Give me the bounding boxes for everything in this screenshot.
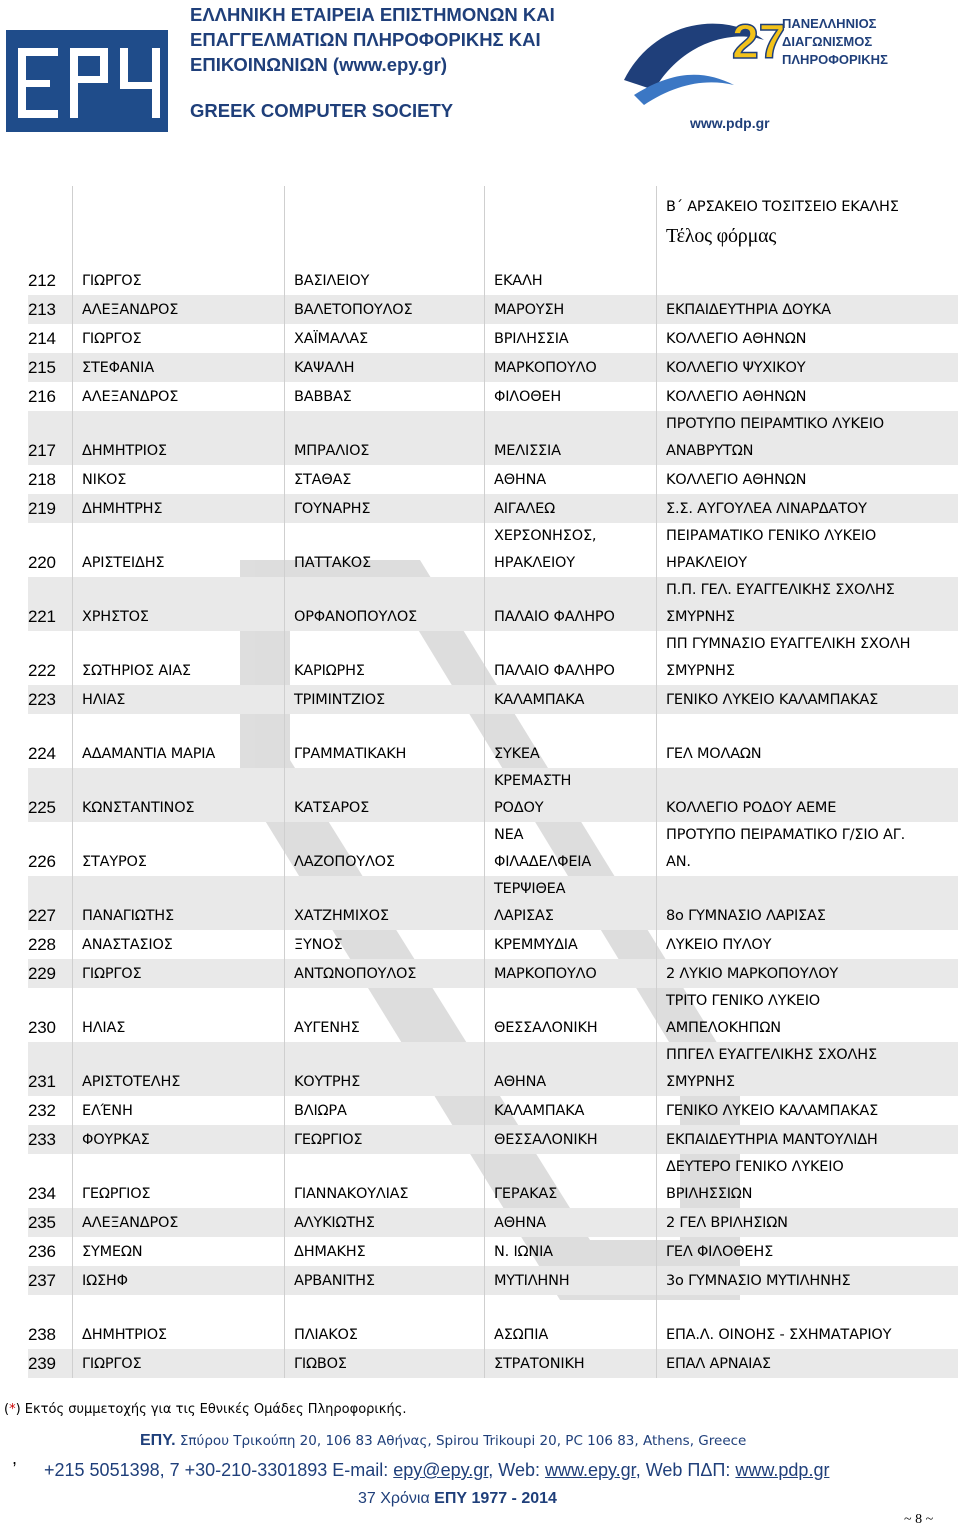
school-cell: 8ο ΓΥΜΝΑΣΙΟ ΛΑΡΙΣΑΣ	[666, 908, 826, 924]
last-name-cell: ΑΛΥΚΙΩΤΗΣ	[294, 1215, 375, 1231]
city-cell: ΝΕΑ	[494, 827, 524, 843]
school-cell: ΑΜΠΕΛΟΚΗΠΩΝ	[666, 1020, 781, 1036]
city-cell: ΜΑΡΚΟΠΟΥΛΟ	[494, 966, 597, 982]
school-cell: ΠΠ ΓΥΜΝΑΣΙΟ ΕΥΑΓΓΕΛΙΚΗ ΣΧΟΛΗ	[666, 636, 911, 652]
school-cell: ΚΟΛΛΕΓΙΟ ΑΘΗΝΩΝ	[666, 472, 807, 488]
city-cell: ΣΥΚΕΑ	[494, 746, 540, 762]
first-name-cell: ΔΗΜΗΤΡΗΣ	[82, 501, 163, 517]
city-cell: ΘΕΣΣΑΛΟΝΙΚΗ	[494, 1132, 598, 1148]
last-name-cell: ΑΝΤΩΝΟΠΟΥΛΟΣ	[294, 966, 417, 982]
city-cell: ΓΕΡΑΚΑΣ	[494, 1186, 558, 1202]
table-row	[28, 1125, 958, 1154]
city-cell: ΜΑΡΟΥΣΗ	[494, 302, 565, 318]
row-number-cell: 221	[28, 607, 56, 626]
web-link[interactable]: www.epy.gr	[544, 1460, 636, 1480]
footer-address	[140, 1432, 746, 1450]
first-name-cell: ΑΛΕΞΑΝΔΡΟΣ	[82, 389, 179, 405]
first-name-cell: ΑΔΑΜΑΝΤΙΑ ΜΑΡΙΑ	[82, 746, 216, 762]
city-cell: ΠΑΛΑΙΟ ΦΑΛΗΡΟ	[494, 609, 615, 625]
star-marker: *	[9, 1402, 16, 1417]
last-name-cell: ΓΙΑΝΝΑΚΟΥΛΙΑΣ	[294, 1186, 409, 1202]
contest-line-2: ΔΙΑΓΩΝΙΣΜΟΣ	[782, 34, 873, 49]
first-name-cell: ΓΙΩΡΓΟΣ	[82, 331, 142, 347]
school-cell: ΗΡΑΚΛΕΙΟΥ	[666, 555, 747, 571]
city-cell: ΑΣΩΠΙΑ	[494, 1327, 549, 1343]
school-cell: ΚΟΛΛΕΓΙΟ ΑΘΗΝΩΝ	[666, 389, 807, 405]
school-cell: ΚΟΛΛΕΓΙΟ ΨΥΧΙΚΟΥ	[666, 360, 806, 376]
row-number-cell: 229	[28, 964, 56, 983]
row-number-cell: 228	[28, 935, 56, 954]
first-name-cell: ΓΙΩΡΓΟΣ	[82, 273, 142, 289]
school-cell: Σ.Σ. ΑΥΓΟΥΛΕΑ ΛΙΝΑΡΔΑΤΟΥ	[666, 501, 867, 517]
city-cell: ΚΑΛΑΜΠΑΚΑ	[494, 692, 585, 708]
school-cell: ΓΕΛ ΦΙΛΟΘΕΗΣ	[666, 1244, 774, 1260]
row-number-cell: 234	[28, 1184, 56, 1203]
city-cell: ΜΥΤΙΛΗΝΗ	[494, 1273, 570, 1289]
first-name-cell: ΣΩΤΗΡΙΟΣ ΑΙΑΣ	[82, 663, 191, 679]
table-row	[28, 1237, 958, 1266]
contest-number: 27	[732, 16, 786, 69]
row-number-cell: 219	[28, 499, 56, 518]
school-cell: ΤΡΙΤΟ ΓΕΝΙΚΟ ΛΥΚΕΙΟ	[666, 993, 820, 1009]
last-name-cell: ΓΙΩΒΟΣ	[294, 1356, 347, 1372]
row-number-cell: 218	[28, 470, 56, 489]
last-name-cell: ΞΥΝΟΣ	[294, 937, 343, 953]
school-cell: 3ο ΓΥΜΝΑΣΙΟ ΜΥΤΙΛΗΝΗΣ	[666, 1273, 851, 1289]
table-row	[28, 1096, 958, 1125]
school-cell: ΑΝ.	[666, 854, 691, 870]
web-pdp-label: , Web ΠΔΠ:	[635, 1460, 736, 1480]
contest-line-3: ΠΛΗΡΟΦΟΡΙΚΗΣ	[782, 52, 888, 67]
city-cell: ΕΚΑΛΗ	[494, 273, 543, 289]
last-name-cell: ΣΤΑΘΑΣ	[294, 472, 352, 488]
first-name-cell: ΠΑΝΑΓΙΩΤΗΣ	[82, 908, 174, 924]
table-row	[28, 1208, 958, 1237]
table-row	[28, 1295, 958, 1349]
last-name-cell: ΑΥΓΕΝΗΣ	[294, 1020, 360, 1036]
row-number-cell: 233	[28, 1130, 56, 1149]
last-name-cell: ΧΑΤΖΗΜΙΧΟΣ	[294, 908, 389, 924]
first-name-cell: ΓΙΩΡΓΟΣ	[82, 1356, 142, 1372]
partial-school: Β΄ ΑΡΣΑΚΕΙΟ ΤΟΣΙΤΣΕΙΟ ΕΚΑΛΗΣ	[666, 199, 899, 215]
last-name-cell: ΠΑΤΤΑΚΟΣ	[294, 555, 371, 571]
city-cell: ΒΡΙΛΗΣΣΙΑ	[494, 331, 569, 347]
school-cell: ΠΡΟΤΥΠΟ ΠΕΙΡΑΜΤΙΚΟ ΛΥΚΕΙΟ	[666, 416, 885, 432]
footnote: (*) Εκτός συμμετοχής για τις Εθνικές Ομάδες Πληροφορικής.	[4, 1402, 407, 1417]
row-number-cell: 227	[28, 906, 56, 925]
school-cell: 2 ΛΥΚΙΟ ΜΑΡΚΟΠΟΥΛΟΥ	[666, 966, 839, 982]
row-number-cell: 214	[28, 329, 56, 348]
last-name-cell: ΓΟΥΝΑΡΗΣ	[294, 501, 371, 517]
first-name-cell: ΔΗΜΗΤΡΙΟΣ	[82, 1327, 167, 1343]
row-number-cell: 212	[28, 271, 56, 290]
table-row	[28, 266, 958, 295]
school-cell: ΚΟΛΛΕΓΙΟ ΡΟΔΟΥ ΑΕΜΕ	[666, 800, 837, 816]
row-number-cell: 239	[28, 1354, 56, 1373]
footer-years	[358, 1490, 557, 1508]
first-name-cell: ΑΛΕΞΑΝΔΡΟΣ	[82, 1215, 179, 1231]
footer-brand: ΕΠΥ.	[140, 1432, 176, 1449]
school-cell: ΛΥΚΕΙΟ ΠΥΛΟΥ	[666, 937, 772, 953]
city-cell: ΑΘΗΝΑ	[494, 472, 547, 488]
school-cell: ΕΚΠΑΙΔΕΥΤΗΡΙΑ ΔΟΥΚΑ	[666, 302, 831, 318]
last-name-cell: ΒΛΙΩΡΑ	[294, 1103, 347, 1119]
first-name-cell: ΓΙΩΡΓΟΣ	[82, 966, 142, 982]
last-name-cell: ΜΠΡΑΛΙΟΣ	[294, 443, 370, 459]
row-number-cell: 232	[28, 1101, 56, 1120]
years-prefix: 37 Χρόνια	[358, 1490, 435, 1507]
city-cell: ΚΡΕΜΜΥΔΙΑ	[494, 937, 578, 953]
first-name-cell: ΝΙΚΟΣ	[82, 472, 127, 488]
first-name-cell: ΑΡΙΣΤΟΤΕΛΗΣ	[82, 1074, 181, 1090]
contest-line-1: ΠΑΝΕΛΛΗΝΙΟΣ	[782, 16, 877, 31]
first-name-cell: ΣΤΕΦΑΝΙΑ	[82, 360, 154, 376]
city-cell: ΚΡΕΜΑΣΤΗ	[494, 773, 572, 789]
school-cell: ΔΕΥΤΕΡΟ ΓΕΝΙΚΟ ΛΥΚΕΙΟ	[666, 1159, 844, 1175]
email-link[interactable]: epy@epy.gr	[393, 1460, 489, 1480]
table-row	[28, 382, 958, 411]
table-row	[28, 714, 958, 768]
table-row	[28, 465, 958, 494]
row-number-cell: 226	[28, 852, 56, 871]
school-cell: ΓΕΝΙΚΟ ΛΥΚΕΙΟ ΚΑΛΑΜΠΑΚΑΣ	[666, 692, 879, 708]
table-row	[28, 295, 958, 324]
last-name-cell: ΚΑΤΣΑΡΟΣ	[294, 800, 370, 816]
school-cell: 2 ΓΕΛ ΒΡΙΛΗΣΙΩΝ	[666, 1215, 788, 1231]
city-cell: ΣΤΡΑΤΟΝΙΚΗ	[494, 1356, 585, 1372]
table-row	[28, 1154, 958, 1208]
table-row	[28, 768, 958, 822]
column-divider	[484, 186, 485, 1378]
row-number-cell: 231	[28, 1072, 56, 1091]
row-number-cell: 236	[28, 1242, 56, 1261]
city-cell: ΑΘΗΝΑ	[494, 1074, 547, 1090]
table-row	[28, 631, 958, 685]
footer-contact	[44, 1460, 829, 1481]
table-row	[28, 411, 958, 465]
column-divider	[72, 186, 73, 1378]
first-name-cell: ΚΩΝΣΤΑΝΤΙΝΟΣ	[82, 800, 195, 816]
last-name-cell: ΓΡΑΜΜΑΤΙΚΑΚΗ	[294, 746, 407, 762]
first-name-cell: ΑΛΕΞΑΝΔΡΟΣ	[82, 302, 179, 318]
row-number-cell: 213	[28, 300, 56, 319]
city-cell: ΑΘΗΝΑ	[494, 1215, 547, 1231]
first-name-cell: ΧΡΗΣΤΟΣ	[82, 609, 149, 625]
contest-logo	[614, 0, 888, 118]
first-name-cell: ΑΡΙΣΤΕΙΔΗΣ	[82, 555, 165, 571]
school-cell: ΕΠΑΛ ΑΡΝΑΙΑΣ	[666, 1356, 771, 1372]
school-cell: ΑΝΑΒΡΥΤΩΝ	[666, 443, 754, 459]
last-name-cell: ΚΑΡΙΩΡΗΣ	[294, 663, 365, 679]
participants-table	[28, 186, 958, 1378]
city-cell: ΑΙΓΑΛΕΩ	[494, 501, 555, 517]
column-divider	[284, 186, 285, 1378]
row-number-cell: 223	[28, 690, 56, 709]
phones-text: +215 5051398, 7 +30-210-3301893 E-mail:	[44, 1460, 394, 1480]
table-row	[28, 1042, 958, 1096]
city-cell: ΤΕΡΨΙΘΕΑ	[494, 881, 566, 897]
stray-comma: ,	[12, 1448, 18, 1468]
last-name-cell: ΒΑΒΒΑΣ	[294, 389, 352, 405]
table-row	[28, 494, 958, 523]
page-number: ~ 8 ~	[904, 1512, 934, 1527]
address-text: Σπύρου Τρικούπη 20, 106 83 Αθήνας, Spirou Trikoupi 20, PC 106 83, Athens, Greece	[179, 1433, 747, 1449]
first-name-cell: ΦΟΥΡΚΑΣ	[82, 1132, 150, 1148]
last-name-cell: ΔΗΜΑΚΗΣ	[294, 1244, 366, 1260]
school-cell: ΒΡΙΛΗΣΣΙΩΝ	[666, 1186, 753, 1202]
last-name-cell: ΚΟΥΤΡΗΣ	[294, 1074, 361, 1090]
row-number-cell: 230	[28, 1018, 56, 1037]
school-cell: ΓΕΛ ΜΟΛΑΩΝ	[666, 746, 762, 762]
last-name-cell: ΓΕΩΡΓΙΟΣ	[294, 1132, 363, 1148]
city-cell: ΧΕΡΣΟΝΗΣΟΣ,	[494, 528, 597, 544]
city-cell: ΡΟΔΟΥ	[494, 800, 544, 816]
school-cell: ΕΠΑ.Λ. ΟΙΝΟΗΣ - ΣΧΗΜΑΤΑΡΙΟΥ	[666, 1327, 892, 1343]
first-name-cell: ΑΝΑΣΤΑΣΙΟΣ	[82, 937, 173, 953]
city-cell: ΜΕΛΙΣΣΙΑ	[494, 443, 561, 459]
epy-logo	[6, 30, 168, 132]
first-name-cell: ΣΥΜΕΩΝ	[82, 1244, 143, 1260]
table-row	[28, 685, 958, 714]
last-name-cell: ΒΑΛΕΤΟΠΟΥΛΟΣ	[294, 302, 413, 318]
row-number-cell: 225	[28, 798, 56, 817]
school-cell: Π.Π. ΓΕΛ. ΕΥΑΓΓΕΛΙΚΗΣ ΣΧΟΛΗΣ	[666, 582, 895, 598]
row-number-cell: 238	[28, 1325, 56, 1344]
row-number-cell: 235	[28, 1213, 56, 1232]
city-cell: ΜΑΡΚΟΠΟΥΛΟ	[494, 360, 597, 376]
column-divider	[656, 186, 657, 1378]
table-row	[28, 876, 958, 930]
school-cell: ΓΕΝΙΚΟ ΛΥΚΕΙΟ ΚΑΛΑΜΠΑΚΑΣ	[666, 1103, 879, 1119]
school-cell: ΣΜΥΡΝΗΣ	[666, 609, 735, 625]
school-cell: ΠΕΙΡΑΜΑΤΙΚΟ ΓΕΝΙΚΟ ΛΥΚΕΙΟ	[666, 528, 877, 544]
city-cell: ΘΕΣΣΑΛΟΝΙΚΗ	[494, 1020, 598, 1036]
org-line-2: ΕΠΑΓΓΕΛΜΑΤΙΩΝ ΠΛΗΡΟΦΟΡΙΚΗΣ ΚΑΙ	[190, 29, 541, 50]
form-end-label: Τέλος φόρμας	[666, 225, 777, 247]
last-name-cell: ΚΑΨΑΛΗ	[294, 360, 355, 376]
row-number-cell: 217	[28, 441, 56, 460]
city-cell: ΦΙΛΑΔΕΛΦΕΙΑ	[494, 854, 592, 870]
org-line-1: ΕΛΛΗΝΙΚΗ ΕΤΑΙΡΕΙΑ ΕΠΙΣΤΗΜΟΝΩΝ ΚΑΙ	[190, 4, 555, 25]
city-cell: ΗΡΑΚΛΕΙΟΥ	[494, 555, 575, 571]
last-name-cell: ΠΛΙΑΚΟΣ	[294, 1327, 358, 1343]
city-cell: ΦΙΛΟΘΕΗ	[494, 389, 562, 405]
table-row	[28, 324, 958, 353]
row-number-cell: 216	[28, 387, 56, 406]
table-row	[28, 1266, 958, 1295]
table-row	[28, 577, 958, 631]
school-cell: ΕΚΠΑΙΔΕΥΤΗΡΙΑ ΜΑΝΤΟΥΛΙΔΗ	[666, 1132, 878, 1148]
city-cell: Ν. ΙΩΝΙΑ	[494, 1244, 553, 1260]
first-name-cell: ΗΛΙΑΣ	[82, 1020, 126, 1036]
table-row	[28, 353, 958, 382]
last-name-cell: ΤΡΙΜΙΝΤΖΙΟΣ	[294, 692, 385, 708]
last-name-cell: ΑΡΒΑΝΙΤΗΣ	[294, 1273, 375, 1289]
org-english-name: GREEK COMPUTER SOCIETY	[190, 100, 454, 121]
first-name-cell: ΔΗΜΗΤΡΙΟΣ	[82, 443, 167, 459]
row-number-cell: 222	[28, 661, 56, 680]
table-row	[28, 1349, 958, 1378]
city-cell: ΛΑΡΙΣΑΣ	[494, 908, 554, 924]
page-header	[0, 0, 960, 150]
web-pdp-link[interactable]: www.pdp.gr	[735, 1460, 830, 1480]
org-title	[190, 2, 555, 77]
first-name-cell: ΗΛΙΑΣ	[82, 692, 126, 708]
first-name-cell: ΕΛΈΝΗ	[82, 1103, 133, 1119]
last-name-cell: ΟΡΦΑΝΟΠΟΥΛΟΣ	[294, 609, 418, 625]
years-brand: ΕΠΥ 1977 - 2014	[434, 1490, 557, 1507]
web-label: , Web:	[488, 1460, 545, 1480]
school-cell: ΚΟΛΛΕΓΙΟ ΑΘΗΝΩΝ	[666, 331, 807, 347]
last-name-cell: ΧΑΪΜΑΛΑΣ	[294, 331, 368, 347]
table-row	[28, 523, 958, 577]
footnote-text: Εκτός συμμετοχής για τις Εθνικές Ομάδες Πληροφορικής.	[24, 1402, 407, 1417]
row-number-cell: 215	[28, 358, 56, 377]
table-row-partial	[28, 186, 958, 266]
row-number-cell: 220	[28, 553, 56, 572]
row-number-cell: 237	[28, 1271, 56, 1290]
school-cell: ΣΜΥΡΝΗΣ	[666, 1074, 735, 1090]
org-line-3: ΕΠΙΚΟΙΝΩΝΙΩΝ (www.epy.gr)	[190, 54, 447, 75]
school-cell: ΠΠΓΕΛ ΕΥΑΓΓΕΛΙΚΗΣ ΣΧΟΛΗΣ	[666, 1047, 877, 1063]
first-name-cell: ΣΤΑΥΡΟΣ	[82, 854, 147, 870]
table-row	[28, 822, 958, 876]
table-row	[28, 930, 958, 959]
row-number-cell: 224	[28, 744, 56, 763]
school-cell: ΠΡΟΤΥΠΟ ΠΕΙΡΑΜΑΤΙΚΟ Γ/ΣΙΟ ΑΓ.	[666, 827, 906, 843]
table-row	[28, 959, 958, 988]
last-name-cell: ΛΑΖΟΠΟΥΛΟΣ	[294, 854, 395, 870]
first-name-cell: ΓΕΩΡΓΙΟΣ	[82, 1186, 151, 1202]
table-row	[28, 988, 958, 1042]
first-name-cell: ΙΩΣΗΦ	[82, 1273, 128, 1289]
last-name-cell: ΒΑΣΙΛΕΙΟΥ	[294, 273, 370, 289]
city-cell: ΠΑΛΑΙΟ ΦΑΛΗΡΟ	[494, 663, 615, 679]
city-cell: ΚΑΛΑΜΠΑΚΑ	[494, 1103, 585, 1119]
school-cell: ΣΜΥΡΝΗΣ	[666, 663, 735, 679]
contest-url: www.pdp.gr	[690, 115, 770, 131]
